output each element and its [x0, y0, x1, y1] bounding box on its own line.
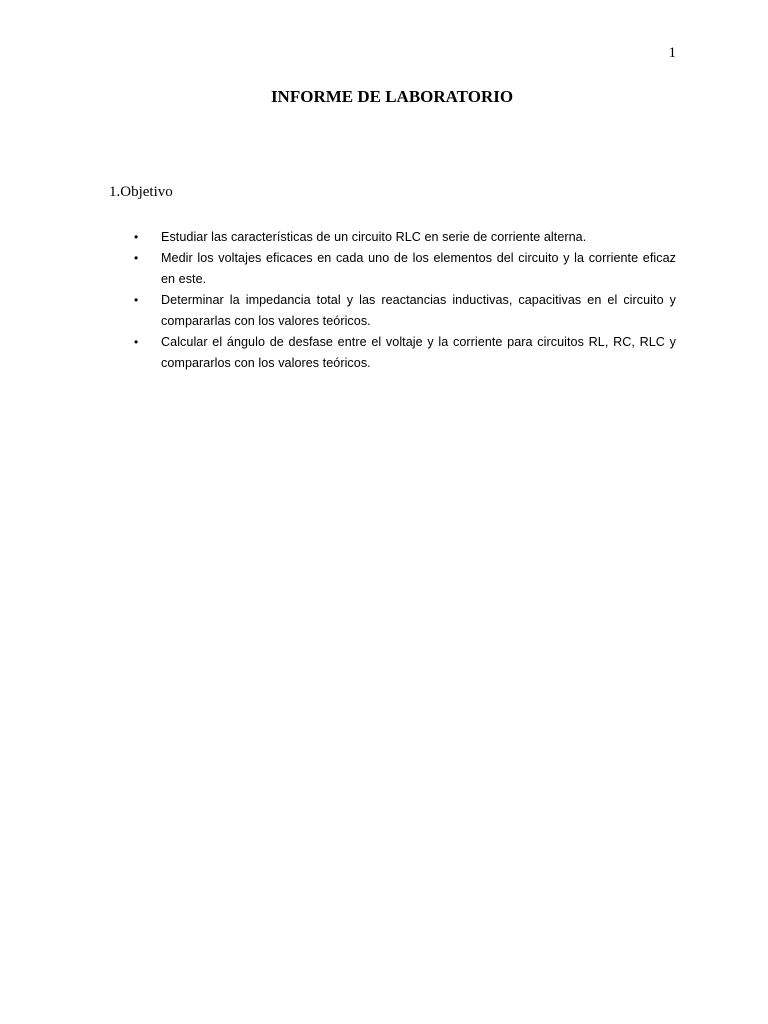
objectives-list	[134, 227, 676, 374]
objective-text: Medir los voltajes eficaces en cada uno de los elementos del circuito y la corriente eficaz en este.	[161, 251, 676, 286]
section-heading-objetivo: 1.Objetivo	[109, 184, 173, 200]
objective-item	[134, 290, 676, 332]
bullet-icon: •	[134, 293, 139, 307]
bullet-icon: •	[134, 335, 139, 349]
bullet-icon: •	[134, 251, 139, 265]
objective-item	[134, 227, 676, 248]
bullet-icon: •	[134, 230, 139, 244]
document-title: INFORME DE LABORATORIO	[270, 87, 514, 106]
page-number: 1	[668, 45, 676, 61]
objective-text: Calcular el ángulo de desfase entre el voltaje y la corriente para circuitos RL, RC, RLC y compararlos con los valores teóricos.	[161, 335, 676, 370]
objective-text: Determinar la impedancia total y las reactancias inductivas, capacitivas en el circuito y compararlas con los valores teóricos.	[161, 293, 676, 328]
objective-text: Estudiar las características de un circuito RLC en serie de corriente alterna.	[161, 230, 587, 244]
objective-item	[134, 332, 676, 374]
objective-item	[134, 248, 676, 290]
